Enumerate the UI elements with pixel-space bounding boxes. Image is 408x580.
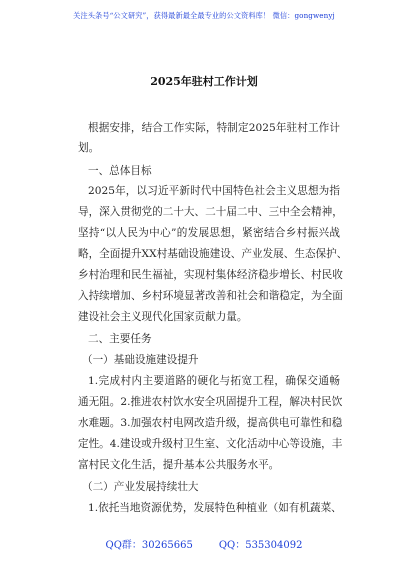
qq-group-text: QQ群：30265665 — [105, 540, 193, 551]
subsection-heading-2: （二）产业发展持续壮大 — [82, 481, 199, 493]
footer-contact — [0, 536, 408, 551]
paragraph-goal-line-4: 略，全面提升XX村基础设施建设、产业发展、生态保护、 — [78, 248, 348, 260]
paragraph-goal-line-6: 入持续增加、乡村环境显著改善和社会和谐稳定，为全面 — [78, 290, 343, 302]
document-title: 2025年驻村工作计划 — [150, 75, 258, 88]
paragraph-infra-line-2: 通无阻。2.推进农村饮水安全巩固提升工程，解决村民饮 — [78, 396, 343, 408]
paragraph-goal-line-1: 2025年，以习近平新时代中国特色社会主义思想为指 — [88, 185, 340, 197]
paragraph-infra-line-3: 水难题。3.加强农村电网改造升级，提高供电可靠性和稳 — [78, 417, 343, 429]
section-heading-2: 二、主要任务 — [88, 333, 152, 345]
paragraph-goal-line-3: 坚持“以人民为中心”的发展思想，紧密结合乡村振兴战 — [78, 227, 340, 239]
paragraph-infra-line-1: 1.完成村内主要道路的硬化与拓宽工程，确保交通畅 — [88, 375, 340, 387]
paragraph-industry-line-1: 1.依托当地资源优势，发展特色种植业（如有机蔬菜、 — [88, 502, 342, 514]
paragraph-goal-line-7: 建设社会主义现代化国家贡献力量。 — [78, 311, 248, 323]
paragraph-goal-line-5: 乡村治理和民生福祉，实现村集体经济稳步增长、村民收 — [78, 269, 343, 281]
subsection-heading-1: （一）基础设施建设提升 — [82, 354, 199, 366]
paragraph-intro-line-1: 根据安排，结合工作实际，特制定2025年驻村工作计 — [88, 122, 340, 134]
paragraph-infra-line-5: 富村民文化生活，提升基本公共服务水平。 — [78, 459, 280, 471]
paragraph-intro-line-2: 划。 — [78, 142, 100, 154]
qq-number-text: QQ：535304092 — [218, 540, 303, 551]
header-note: 关注头条号“公文研究”，获得最新最全最专业的公文资料库！ 微信：gongwenyj — [73, 11, 335, 20]
paragraph-goal-line-2: 导，深入贯彻党的二十大、二十届二中、三中全会精神， — [78, 206, 343, 218]
paragraph-infra-line-4: 定性。4.建设或升级村卫生室、文化活动中心等设施，丰 — [78, 438, 343, 450]
section-heading-1: 一、总体目标 — [88, 165, 152, 177]
